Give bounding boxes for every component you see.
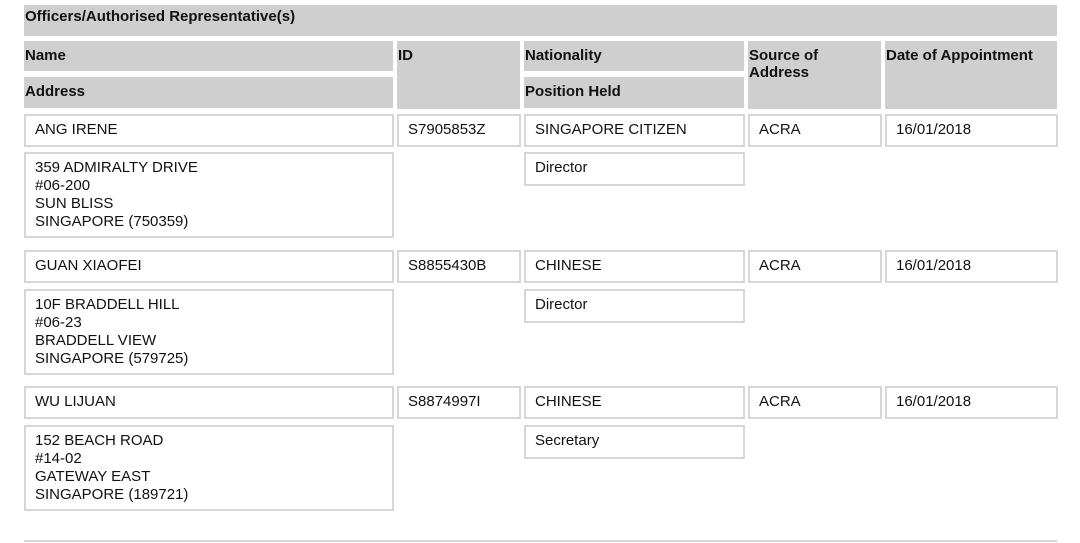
officer-nationality: CHINESE [524,386,745,419]
address-line: #06-23 [35,314,82,331]
officer-name: WU LIJUAN [24,386,394,419]
header-id: ID [397,41,520,109]
section-title: Officers/Authorised Representative(s) [24,5,1057,36]
address-line: SUN BLISS [35,195,114,212]
officer-name: GUAN XIAOFEI [24,250,394,283]
officer-source: ACRA [748,386,882,419]
officer-address [24,425,394,511]
header-address: Address [24,77,393,108]
address-line: SINGAPORE (189721) [35,486,189,503]
officer-id: S8855430B [397,250,521,283]
address-line: BRADDELL VIEW [35,332,157,349]
header-position: Position Held [524,77,744,108]
officer-position: Director [524,152,745,186]
officer-position: Secretary [524,425,745,459]
address-line: #14-02 [35,450,82,467]
header-date: Date of Appointment [885,41,1057,109]
header-source: Source of Address [748,41,881,109]
officer-name: ANG IRENE [24,114,394,147]
officer-source: ACRA [748,114,882,147]
header-nationality: Nationality [524,41,744,71]
officer-id: S8874997I [397,386,521,419]
officer-source: ACRA [748,250,882,283]
officer-nationality: CHINESE [524,250,745,283]
bottom-divider [24,540,1057,542]
address-line: 152 BEACH ROAD [35,432,164,449]
header-name: Name [24,41,393,71]
address-line: SINGAPORE (750359) [35,213,189,230]
officer-date: 16/01/2018 [885,250,1058,283]
address-line: 10F BRADDELL HILL [35,296,180,313]
address-line: #06-200 [35,177,91,194]
officer-id: S7905853Z [397,114,521,147]
officer-date: 16/01/2018 [885,386,1058,419]
officer-position: Director [524,289,745,323]
officer-date: 16/01/2018 [885,114,1058,147]
officer-nationality: SINGAPORE CITIZEN [524,114,745,147]
address-line: SINGAPORE (579725) [35,350,189,367]
officer-address [24,152,394,238]
address-line: 359 ADMIRALTY DRIVE [35,159,198,176]
address-line: GATEWAY EAST [35,468,151,485]
officer-address [24,289,394,375]
